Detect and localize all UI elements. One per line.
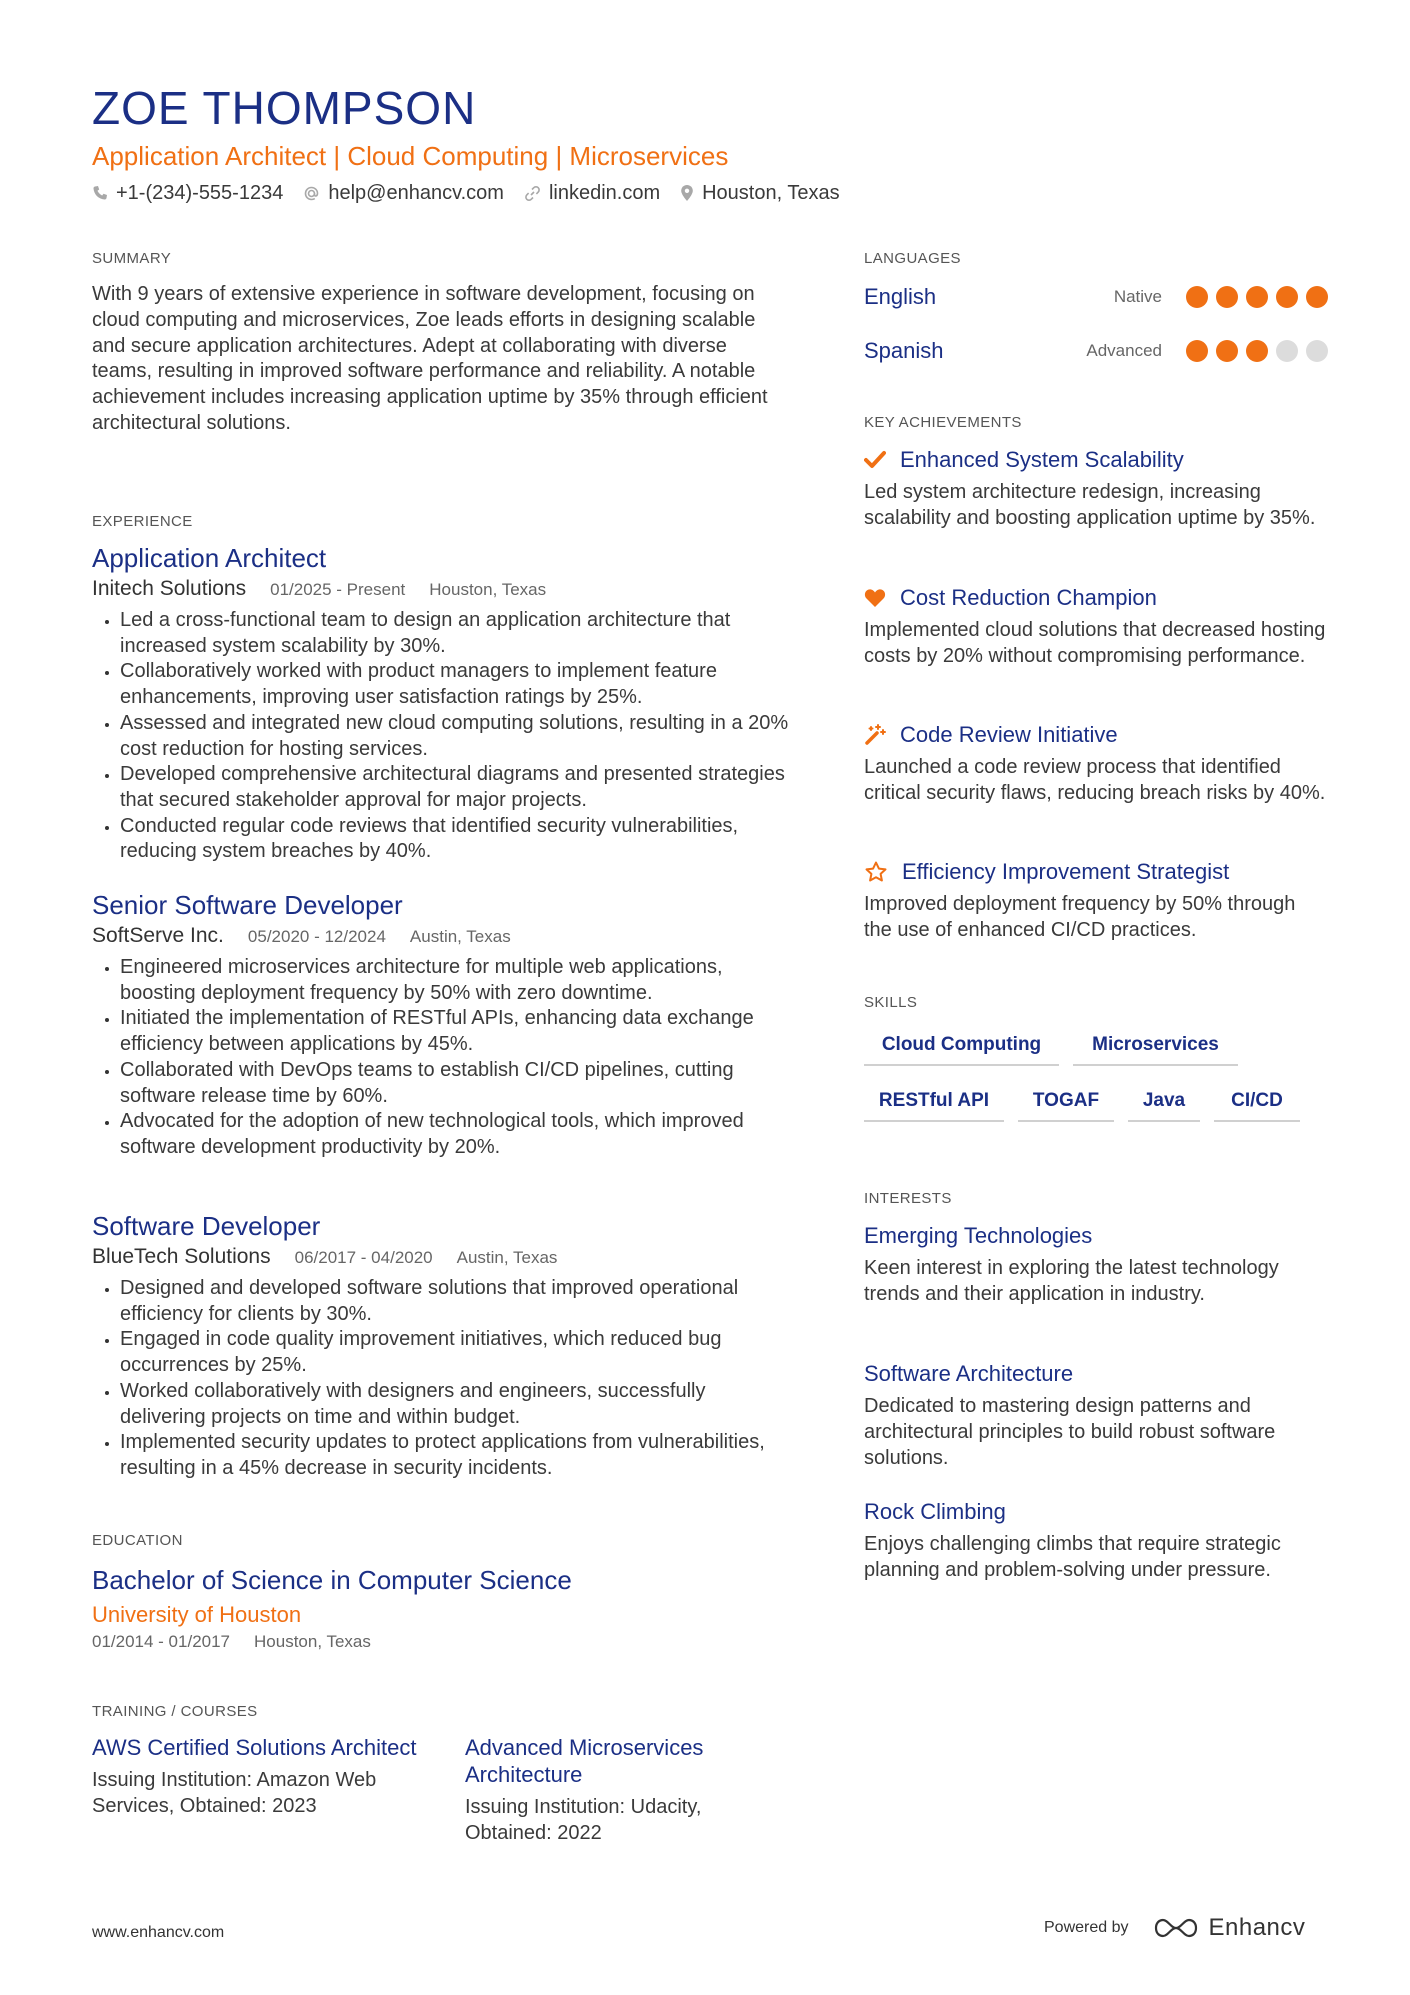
skills-heading: SKILLS <box>864 994 918 1011</box>
school-name: University of Houston <box>92 1602 302 1627</box>
training-heading: TRAINING / COURSES <box>92 1703 258 1720</box>
skill-tag: TOGAF <box>1018 1082 1114 1122</box>
interest-item <box>864 1360 1328 1471</box>
achievement-item <box>864 858 1328 944</box>
location-text: Houston, Texas <box>702 181 840 204</box>
degree-title: Bachelor of Science in Computer Science <box>92 1565 572 1595</box>
brand-name: Enhancv <box>1208 1914 1306 1941</box>
email-text: help@enhancv.com <box>328 181 504 204</box>
experience-heading: EXPERIENCE <box>92 513 193 530</box>
heart-icon <box>864 588 886 608</box>
job-bullets <box>92 955 792 1161</box>
education-meta <box>92 1632 792 1652</box>
job-location: Austin, Texas <box>409 927 511 946</box>
bullet-item: • Collaboratively worked with product managers to implement feature enhancements, improving user satisfaction ratings by 25%. <box>120 659 792 710</box>
contact-linkedin[interactable] <box>524 182 660 205</box>
language-name: English <box>864 284 937 309</box>
course-item <box>465 1734 765 1846</box>
proficiency-dot <box>1246 340 1268 362</box>
achievement-description: Led system architecture redesign, increasing scalability and boosting application uptime by 35%. <box>864 481 1316 529</box>
proficiency-dots <box>1178 286 1328 308</box>
job-dates: 06/2017 - 04/2020 <box>294 1248 433 1267</box>
location-pin-icon <box>680 184 694 202</box>
magic-wand-icon <box>864 724 886 746</box>
contact-phone <box>92 182 283 205</box>
check-icon <box>864 450 886 470</box>
bullet-item: • Implemented security updates to protect applications from vulnerabilities, resulting in a 45% decrease in security incidents. <box>120 1430 792 1481</box>
course-description: Issuing Institution: Amazon Web Services, Obtained: 2023 <box>92 1769 377 1817</box>
contact-email[interactable] <box>303 182 504 205</box>
proficiency-dot <box>1186 340 1208 362</box>
bullet-item: • Collaborated with DevOps teams to establish CI/CD pipelines, cutting software release time by 60%. <box>120 1058 792 1109</box>
job-location: Austin, Texas <box>456 1248 558 1267</box>
achievement-title: Cost Reduction Champion <box>900 585 1157 610</box>
course-item <box>92 1734 422 1819</box>
interest-title: Rock Climbing <box>864 1499 1006 1524</box>
company-name: BlueTech Solutions <box>92 1245 271 1268</box>
skill-tag: Microservices <box>1073 1026 1238 1066</box>
job-bullets <box>92 608 792 865</box>
achievement-title: Enhanced System Scalability <box>900 447 1184 472</box>
proficiency-dots <box>1178 340 1328 362</box>
bullet-item: • Initiated the implementation of RESTful APIs, enhancing data exchange efficiency between applications by 45%. <box>120 1006 792 1057</box>
interest-title: Software Architecture <box>864 1361 1074 1386</box>
summary-text: With 9 years of extensive experience in software development, focusing on cloud computing and microservices, Zoe leads efforts in designing scalable and secure application architectures. Adept at collaborating with diverse teams, resulting in improved software performance and reliability. A notable achievement includes increasing application uptime by 35% through efficient architectural solutions. <box>92 283 768 434</box>
proficiency-dot <box>1216 340 1238 362</box>
experience-item <box>92 1210 792 1482</box>
skill-tag: Cloud Computing <box>864 1026 1059 1066</box>
contact-bar <box>92 180 860 206</box>
bullet-item: • Engineered microservices architecture for multiple web applications, boosting deployment frequency by 50% with zero downtime. <box>120 955 792 1006</box>
achievement-item <box>864 446 1328 532</box>
proficiency-dot <box>1306 286 1328 308</box>
achievement-item <box>864 584 1328 670</box>
contact-location <box>680 182 840 205</box>
summary-heading: SUMMARY <box>92 250 172 267</box>
achievement-item <box>864 721 1328 807</box>
achievement-description: Improved deployment frequency by 50% through the use of enhanced CI/CD practices. <box>864 893 1296 941</box>
job-meta <box>92 923 792 949</box>
course-description: Issuing Institution: Udacity, Obtained: 2022 <box>465 1796 702 1844</box>
skill-tag: CI/CD <box>1214 1082 1300 1122</box>
achievement-title: Efficiency Improvement Strategist <box>902 859 1230 884</box>
company-name: Initech Solutions <box>92 577 247 600</box>
job-dates: 05/2020 - 12/2024 <box>247 927 386 946</box>
interest-item <box>864 1498 1328 1584</box>
language-name: Spanish <box>864 338 944 363</box>
language-level: Native <box>1113 287 1162 306</box>
job-title: Senior Software Developer <box>92 890 403 920</box>
proficiency-dot <box>1306 340 1328 362</box>
phone-icon <box>92 185 108 201</box>
course-title: AWS Certified Solutions Architect <box>92 1735 417 1760</box>
bullet-item: • Conducted regular code reviews that identified security vulnerabilities, reducing system breaches by 40%. <box>120 814 792 865</box>
language-row <box>864 336 1328 366</box>
proficiency-dot <box>1186 286 1208 308</box>
experience-item <box>92 889 792 1161</box>
achievement-header <box>864 446 1328 474</box>
achievement-title: Code Review Initiative <box>900 722 1118 747</box>
at-icon <box>303 185 320 202</box>
star-icon <box>864 861 888 883</box>
interest-description: Dedicated to mastering design patterns and architectural principles to build robust software solutions. <box>864 1395 1276 1469</box>
link-icon <box>524 185 541 202</box>
skill-tag: Java <box>1128 1082 1200 1122</box>
course-title: Advanced Microservices Architecture <box>465 1735 704 1787</box>
bullet-item: • Engaged in code quality improvement initiatives, which reduced bug occurrences by 25%. <box>120 1327 792 1378</box>
proficiency-dot <box>1246 286 1268 308</box>
interest-title: Emerging Technologies <box>864 1223 1093 1248</box>
candidate-name: ZOE THOMPSON <box>92 82 477 134</box>
achievement-description: Launched a code review process that identified critical security flaws, reducing breach risks by 40%. <box>864 756 1326 804</box>
job-title: Application Architect <box>92 543 327 573</box>
education-heading: EDUCATION <box>92 1532 183 1549</box>
education-location: Houston, Texas <box>254 1632 371 1651</box>
interest-item <box>864 1222 1328 1308</box>
bullet-item: • Led a cross-functional team to design an application architecture that increased system scalability by 30%. <box>120 608 792 659</box>
footer-website[interactable]: www.enhancv.com <box>92 1924 225 1941</box>
language-level: Advanced <box>1086 341 1162 360</box>
proficiency-dot <box>1276 340 1298 362</box>
job-location: Houston, Texas <box>429 580 547 599</box>
powered-by-label: Powered by <box>1044 1919 1129 1936</box>
languages-heading: LANGUAGES <box>864 250 961 267</box>
achievement-header <box>864 721 1328 749</box>
bullet-item: • Worked collaboratively with designers and engineers, successfully delivering projects on time and within budget. <box>120 1379 792 1430</box>
job-meta <box>92 1244 792 1270</box>
summary-section <box>92 282 782 437</box>
proficiency-dot <box>1216 286 1238 308</box>
achievement-description: Implemented cloud solutions that decreased hosting costs by 20% without compromising performance. <box>864 619 1326 667</box>
bullet-item: • Designed and developed software solutions that improved operational efficiency for clients by 30%. <box>120 1276 792 1327</box>
skill-tag: RESTful API <box>864 1082 1004 1122</box>
headline: Application Architect | Cloud Computing | Microservices <box>92 141 729 171</box>
education-dates: 01/2014 - 01/2017 <box>92 1632 231 1651</box>
interests-heading: INTERESTS <box>864 1190 952 1207</box>
bullet-item: • Assessed and integrated new cloud computing solutions, resulting in a 20% cost reduction for hosting services. <box>120 711 792 762</box>
proficiency-dot <box>1276 286 1298 308</box>
education-item <box>92 1564 792 1652</box>
interest-description: Enjoys challenging climbs that require strategic planning and problem-solving under pressure. <box>864 1533 1281 1581</box>
footer-branding <box>1044 1914 1305 1942</box>
achievement-header <box>864 858 1328 886</box>
company-name: SoftServe Inc. <box>92 924 224 947</box>
language-row <box>864 282 1328 312</box>
job-dates: 01/2025 - Present <box>270 580 406 599</box>
job-meta <box>92 576 792 602</box>
experience-item <box>92 542 792 865</box>
bullet-item: • Advocated for the adoption of new technological tools, which improved software development productivity by 20%. <box>120 1109 792 1160</box>
achievements-heading: KEY ACHIEVEMENTS <box>864 414 1022 431</box>
linkedin-text: linkedin.com <box>548 181 661 204</box>
interest-description: Keen interest in exploring the latest technology trends and their application in industry. <box>864 1257 1279 1305</box>
phone-text: +1-(234)-555-1234 <box>116 181 284 204</box>
job-title: Software Developer <box>92 1211 321 1241</box>
job-bullets <box>92 1276 792 1482</box>
achievement-header <box>864 584 1328 612</box>
bullet-item: • Developed comprehensive architectural diagrams and presented strategies that secured stakeholder approval for major projects. <box>120 762 792 813</box>
enhancv-logo-icon <box>1153 1916 1199 1940</box>
